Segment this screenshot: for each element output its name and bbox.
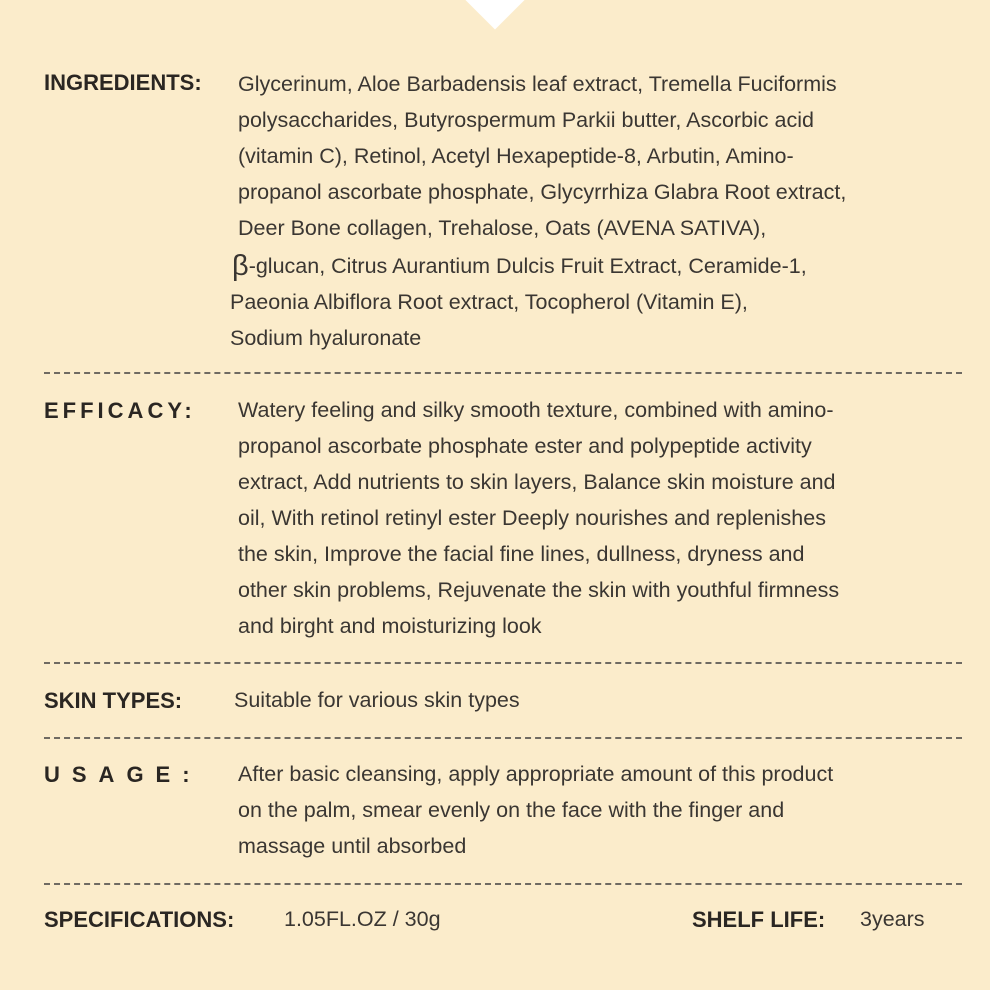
efficacy-line: propanol ascorbate phosphate ester and polypeptide activity (238, 434, 812, 458)
ingredients-line: Deer Bone collagen, Trehalose, Oats (AVENA SATIVA), (238, 216, 767, 240)
ingredients-line-text: -glucan, Citrus Aurantium Dulcis Fruit Extract, Ceramide-1, (248, 254, 807, 278)
efficacy-line: Watery feeling and silky smooth texture, combined with amino- (238, 398, 834, 422)
skin-types-text (234, 682, 520, 718)
efficacy-line: extract, Add nutrients to skin layers, Balance skin moisture and (238, 470, 836, 494)
efficacy-line: and birght and moisturizing look (238, 614, 542, 638)
usage-label: USAGE: (44, 762, 202, 787)
specifications-label: SPECIFICATIONS: (44, 907, 235, 932)
specifications-value: 1.05FL.OZ / 30g (284, 907, 441, 931)
section-divider (44, 883, 962, 885)
section-divider (44, 662, 962, 664)
efficacy-label: EFFICACY: (44, 398, 196, 423)
usage-text (238, 756, 833, 864)
skin-types-label: SKIN TYPES: (44, 688, 183, 713)
shelf-life-value: 3years (860, 907, 925, 931)
ingredients-label: INGREDIENTS: (44, 70, 202, 95)
skin-types-section (44, 688, 960, 718)
ingredients-line-beta (232, 246, 846, 284)
beta-symbol: β (232, 250, 249, 282)
specifications-text (284, 901, 441, 937)
usage-line: on the palm, smear evenly on the face with the finger and (238, 798, 785, 822)
shelf-life-label: SHELF LIFE: (692, 907, 826, 932)
ingredients-line: (vitamin C), Retinol, Acetyl Hexapeptide-8, Arbutin, Amino- (238, 144, 794, 168)
ingredients-line: Paeonia Albiflora Root extract, Tocopherol (Vitamin E), (230, 290, 748, 314)
efficacy-line: other skin problems, Rejuvenate the skin with youthful firmness (238, 578, 840, 602)
usage-line: massage until absorbed (238, 834, 467, 858)
shelf-life-text (860, 901, 925, 937)
ingredients-line: Sodium hyaluronate (230, 326, 422, 350)
ingredients-line: propanol ascorbate phosphate, Glycyrrhiza Glabra Root extract, (238, 180, 847, 204)
usage-line: After basic cleansing, apply appropriate amount of this product (238, 762, 834, 786)
efficacy-section (44, 398, 960, 648)
shelf-life-section (692, 907, 970, 937)
ingredients-section (44, 70, 960, 360)
ingredients-line: polysaccharides, Butyrospermum Parkii butter, Ascorbic acid (238, 108, 814, 132)
top-notch-decoration (462, 0, 527, 30)
efficacy-line: the skin, Improve the facial fine lines, dullness, dryness and (238, 542, 805, 566)
ingredients-line: Glycerinum, Aloe Barbadensis leaf extract, Tremella Fuciformis (238, 72, 837, 96)
section-divider (44, 372, 962, 374)
skin-types-value: Suitable for various skin types (234, 688, 520, 712)
efficacy-line: oil, With retinol retinyl ester Deeply nourishes and replenishes (238, 506, 826, 530)
ingredients-text (230, 66, 847, 356)
section-divider (44, 737, 962, 739)
usage-section (44, 762, 960, 872)
efficacy-text (238, 392, 839, 644)
